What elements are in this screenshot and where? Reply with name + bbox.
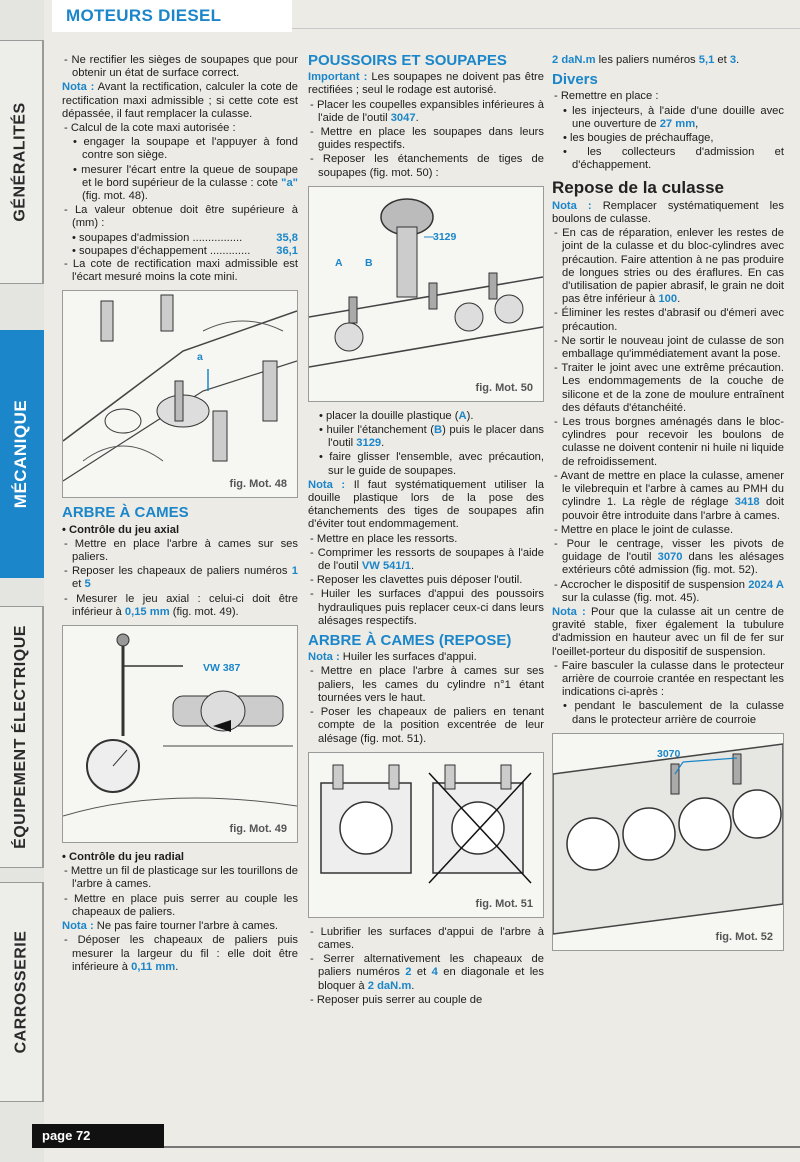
- paragraph: - Reposer les étanchements de tiges de soupapes (fig. mot. 50) :: [310, 153, 544, 179]
- paragraph: - Comprimer les ressorts de soupapes à l'aide de l'outil VW 541/1.: [310, 546, 544, 573]
- bullet: • les collecteurs d'admission et d'échappement.: [563, 146, 784, 172]
- section-title: MOTEURS DIESEL: [66, 6, 222, 25]
- heading-arbre-repose: ARBRE À CAMES (REPOSE): [308, 632, 512, 650]
- paragraph: - Mettre un fil de plasticage sur les tourillons de l'arbre à cames.: [64, 865, 298, 891]
- important-note: Important : Les soupapes ne doivent pas être rectifiées ; seul le rodage est autorisé.: [308, 71, 544, 97]
- figure-mot-52: [552, 733, 784, 951]
- bearing-cap-illustration: [309, 753, 543, 918]
- note: Nota : Remplacer systématiquement les boulons de culasse.: [552, 199, 784, 226]
- heading-repose-culasse: Repose de la culasse: [552, 177, 724, 197]
- figure-mot-51: [308, 752, 544, 918]
- note: Nota : Avant la rectification, calculer la cote de rectification maxi admissible ; si cette cote est dépassée, il faut remplacer la culasse.: [62, 81, 298, 120]
- spec-row: • soupapes d'échappement ............. 36,1: [72, 244, 298, 257]
- paragraph: - Les trous borgnes aménagés dans le bloc-cylindres pour recevoir les boulons de culasse ne doivent contenir ni huile ni liquide de refroidissement.: [554, 416, 784, 468]
- note: Nota : Il faut systématiquement utiliser la douille plastique lors de la pose des étanchements des tiges de soupapes afin d'éviter tout endommagement.: [308, 478, 544, 531]
- note: Nota : Huiler les surfaces d'appui.: [308, 651, 477, 664]
- paragraph: - Mettre en place puis serrer au couple les chapeaux de paliers.: [64, 892, 298, 918]
- paragraph: - Mettre en place l'arbre à cames sur ses paliers, les cames du cylindre n°1 étant tournées vers le haut.: [310, 665, 544, 704]
- column-2: [308, 54, 544, 1008]
- bullet: • les bougies de préchauffage,: [563, 132, 714, 145]
- bullet: • engager la soupape et l'appuyer à fond contre son siège.: [73, 136, 298, 162]
- figure-label: 3070: [657, 747, 681, 760]
- column-3: [552, 54, 784, 959]
- figure-label: VW 387: [203, 662, 241, 675]
- paragraph: - Mesurer le jeu axial : celui-ci doit être inférieur à 0,15 mm (fig. mot. 49).: [64, 592, 298, 618]
- paragraph: - Placer les coupelles expansibles inférieures à l'aide de l'outil 3047.: [310, 98, 544, 124]
- dial-gauge-illustration: [63, 626, 297, 843]
- page-header: [52, 0, 292, 32]
- spec-row: • soupapes d'admission ................ 35,8: [72, 231, 298, 244]
- bullet: • mesurer l'écart entre la queue de soupape et le bord supérieur de la culasse : cote "a" (fig. mot. 48).: [73, 163, 298, 203]
- paragraph: - Mettre en place le joint de culasse.: [554, 523, 734, 536]
- figure-mot-48: [62, 290, 298, 498]
- paragraph: - Faire basculer la culasse dans le protecteur arrière de courroie crantée en respectant les indications ci-après :: [554, 659, 784, 699]
- paragraph: - Ne rectifier les sièges de soupapes que pour obtenir un état de surface correct.: [64, 54, 298, 80]
- paragraph: - Mettre en place les ressorts.: [310, 532, 458, 545]
- bullet: • pendant le basculement de la culasse dans le protecteur arrière de courroie: [563, 700, 784, 726]
- paragraph: - Huiler les surfaces d'appui des poussoirs hydrauliques puis replacer ceux-ci dans leurs alésages respectifs.: [310, 588, 544, 627]
- footer-rule: [164, 1146, 800, 1148]
- paragraph: - Reposer les clavettes puis déposer l'outil.: [310, 574, 523, 587]
- column-1: [62, 54, 298, 975]
- engine-head-illustration: [63, 291, 297, 498]
- paragraph: - En cas de réparation, enlever les restes de joint de la culasse et du bloc-cylindres avec précaution. Faire attention à ne pas produire de longues stries ou des éraflures. En cas d'utilisation de papier abrasif, le grain ne doit pas être inférieur à 100.: [554, 227, 784, 306]
- bullet: • huiler l'étanchement (B) puis le placer dans l'outil 3129.: [319, 424, 544, 450]
- paragraph: - Mettre en place les soupapes dans leurs guides respectifs.: [310, 126, 544, 152]
- tab-generalites[interactable]: GÉNÉRALITÉS: [0, 40, 44, 284]
- tab-carrosserie[interactable]: CARROSSERIE: [0, 882, 44, 1102]
- figure-label: 3129: [433, 230, 457, 243]
- paragraph: 2 daN.m les paliers numéros 5,1 et 3.: [552, 54, 740, 66]
- subheading: • Contrôle du jeu radial: [62, 851, 185, 864]
- bullet: • faire glisser l'ensemble, avec précaution, sur le guide de soupapes.: [319, 451, 544, 477]
- figure-caption: fig. Mot. 52: [715, 930, 773, 943]
- paragraph: - Serrer alternativement les chapeaux de paliers numéros 2 et 4 en diagonale et les bloquer à 2 daN.m.: [310, 953, 544, 992]
- paragraph: - La valeur obtenue doit être supérieure à (mm) :: [64, 204, 298, 230]
- paragraph: - Ne sortir le nouveau joint de culasse de son emballage qu'immédiatement avant la pose.: [554, 334, 784, 361]
- figure-mot-49: [62, 625, 298, 843]
- figure-label: B: [365, 256, 373, 269]
- cylinder-block-illustration: [553, 734, 783, 951]
- paragraph: - Éliminer les restes d'abrasif ou d'émeri avec précaution.: [554, 307, 784, 333]
- figure-caption: fig. Mot. 50: [475, 381, 533, 394]
- paragraph: - Accrocher le dispositif de suspension 2024 A sur la culasse (fig. mot. 45).: [554, 578, 784, 604]
- paragraph: - La cote de rectification maxi admissible est l'écart mesuré moins la cote mini.: [64, 258, 298, 284]
- paragraph: - Remettre en place :: [554, 90, 659, 103]
- subheading: • Contrôle du jeu axial: [62, 523, 180, 536]
- tab-mecanique[interactable]: MÉCANIQUE: [0, 330, 44, 578]
- tab-equipement-electrique[interactable]: ÉQUIPEMENT ÉLECTRIQUE: [0, 606, 44, 868]
- heading-arbre-a-cames: ARBRE À CAMES: [62, 504, 189, 522]
- paragraph: - Mettre en place l'arbre à cames sur ses paliers.: [64, 537, 298, 564]
- note: Nota : Ne pas faire tourner l'arbre à cames.: [62, 920, 279, 933]
- heading-poussoirs: POUSSOIRS ET SOUPAPES: [308, 52, 507, 69]
- valve-seal-tool-illustration: [309, 187, 543, 402]
- paragraph: - Déposer les chapeaux de paliers puis mesurer la largeur du fil : elle doit être inférieure à 0,11 mm.: [64, 934, 298, 973]
- paragraph: - Reposer puis serrer au couple de: [310, 993, 483, 1006]
- side-tabs: [0, 0, 44, 1162]
- figure-caption: fig. Mot. 48: [229, 478, 287, 491]
- paragraph: - Calcul de la cote maxi autorisée :: [64, 122, 236, 135]
- paragraph: - Lubrifier les surfaces d'appui de l'arbre à cames.: [310, 925, 544, 951]
- paragraph: - Reposer les chapeaux de paliers numéros 1 et 5: [64, 565, 298, 591]
- page-number: page 72: [32, 1124, 164, 1148]
- heading-divers: Divers: [552, 71, 598, 89]
- paragraph: - Traiter le joint avec une extrême précaution. Les endommagements de la couche de silicone et de la zone de moulure entraînent des défauts d'étanchéité.: [554, 362, 784, 414]
- paragraph: - Avant de mettre en place la culasse, amener le vilebrequin et l'arbre à cames au PMH du cylindre 1. La règle de réglage 3418 doit pouvoir être introduite dans l'arbre à cames.: [554, 469, 784, 522]
- note: Nota : Pour que la culasse ait un centre de gravité stable, fixer également la tubulure d'admission en hauteur avec un fil de fer sur l'oeillet-porteur du dispositif de suspension.: [552, 605, 784, 658]
- figure-label: A: [335, 256, 343, 269]
- figure-label: a: [197, 351, 203, 364]
- paragraph: - Poser les chapeaux de paliers en tenant compte de la position excentrée de leur alésage (fig. mot. 51).: [310, 706, 544, 745]
- bullet: • placer la douille plastique (A).: [319, 409, 474, 422]
- figure-mot-50: [308, 186, 544, 402]
- paragraph: - Pour le centrage, visser les pivots de guidage de l'outil 3070 dans les alésages extérieurs côté admission (fig. mot. 52).: [554, 537, 785, 577]
- figure-caption: fig. Mot. 49: [229, 822, 287, 835]
- figure-caption: fig. Mot. 51: [475, 897, 533, 910]
- bullet: • les injecteurs, à l'aide d'une douille avec une ouverture de 27 mm,: [563, 104, 784, 130]
- top-rule: [292, 28, 800, 29]
